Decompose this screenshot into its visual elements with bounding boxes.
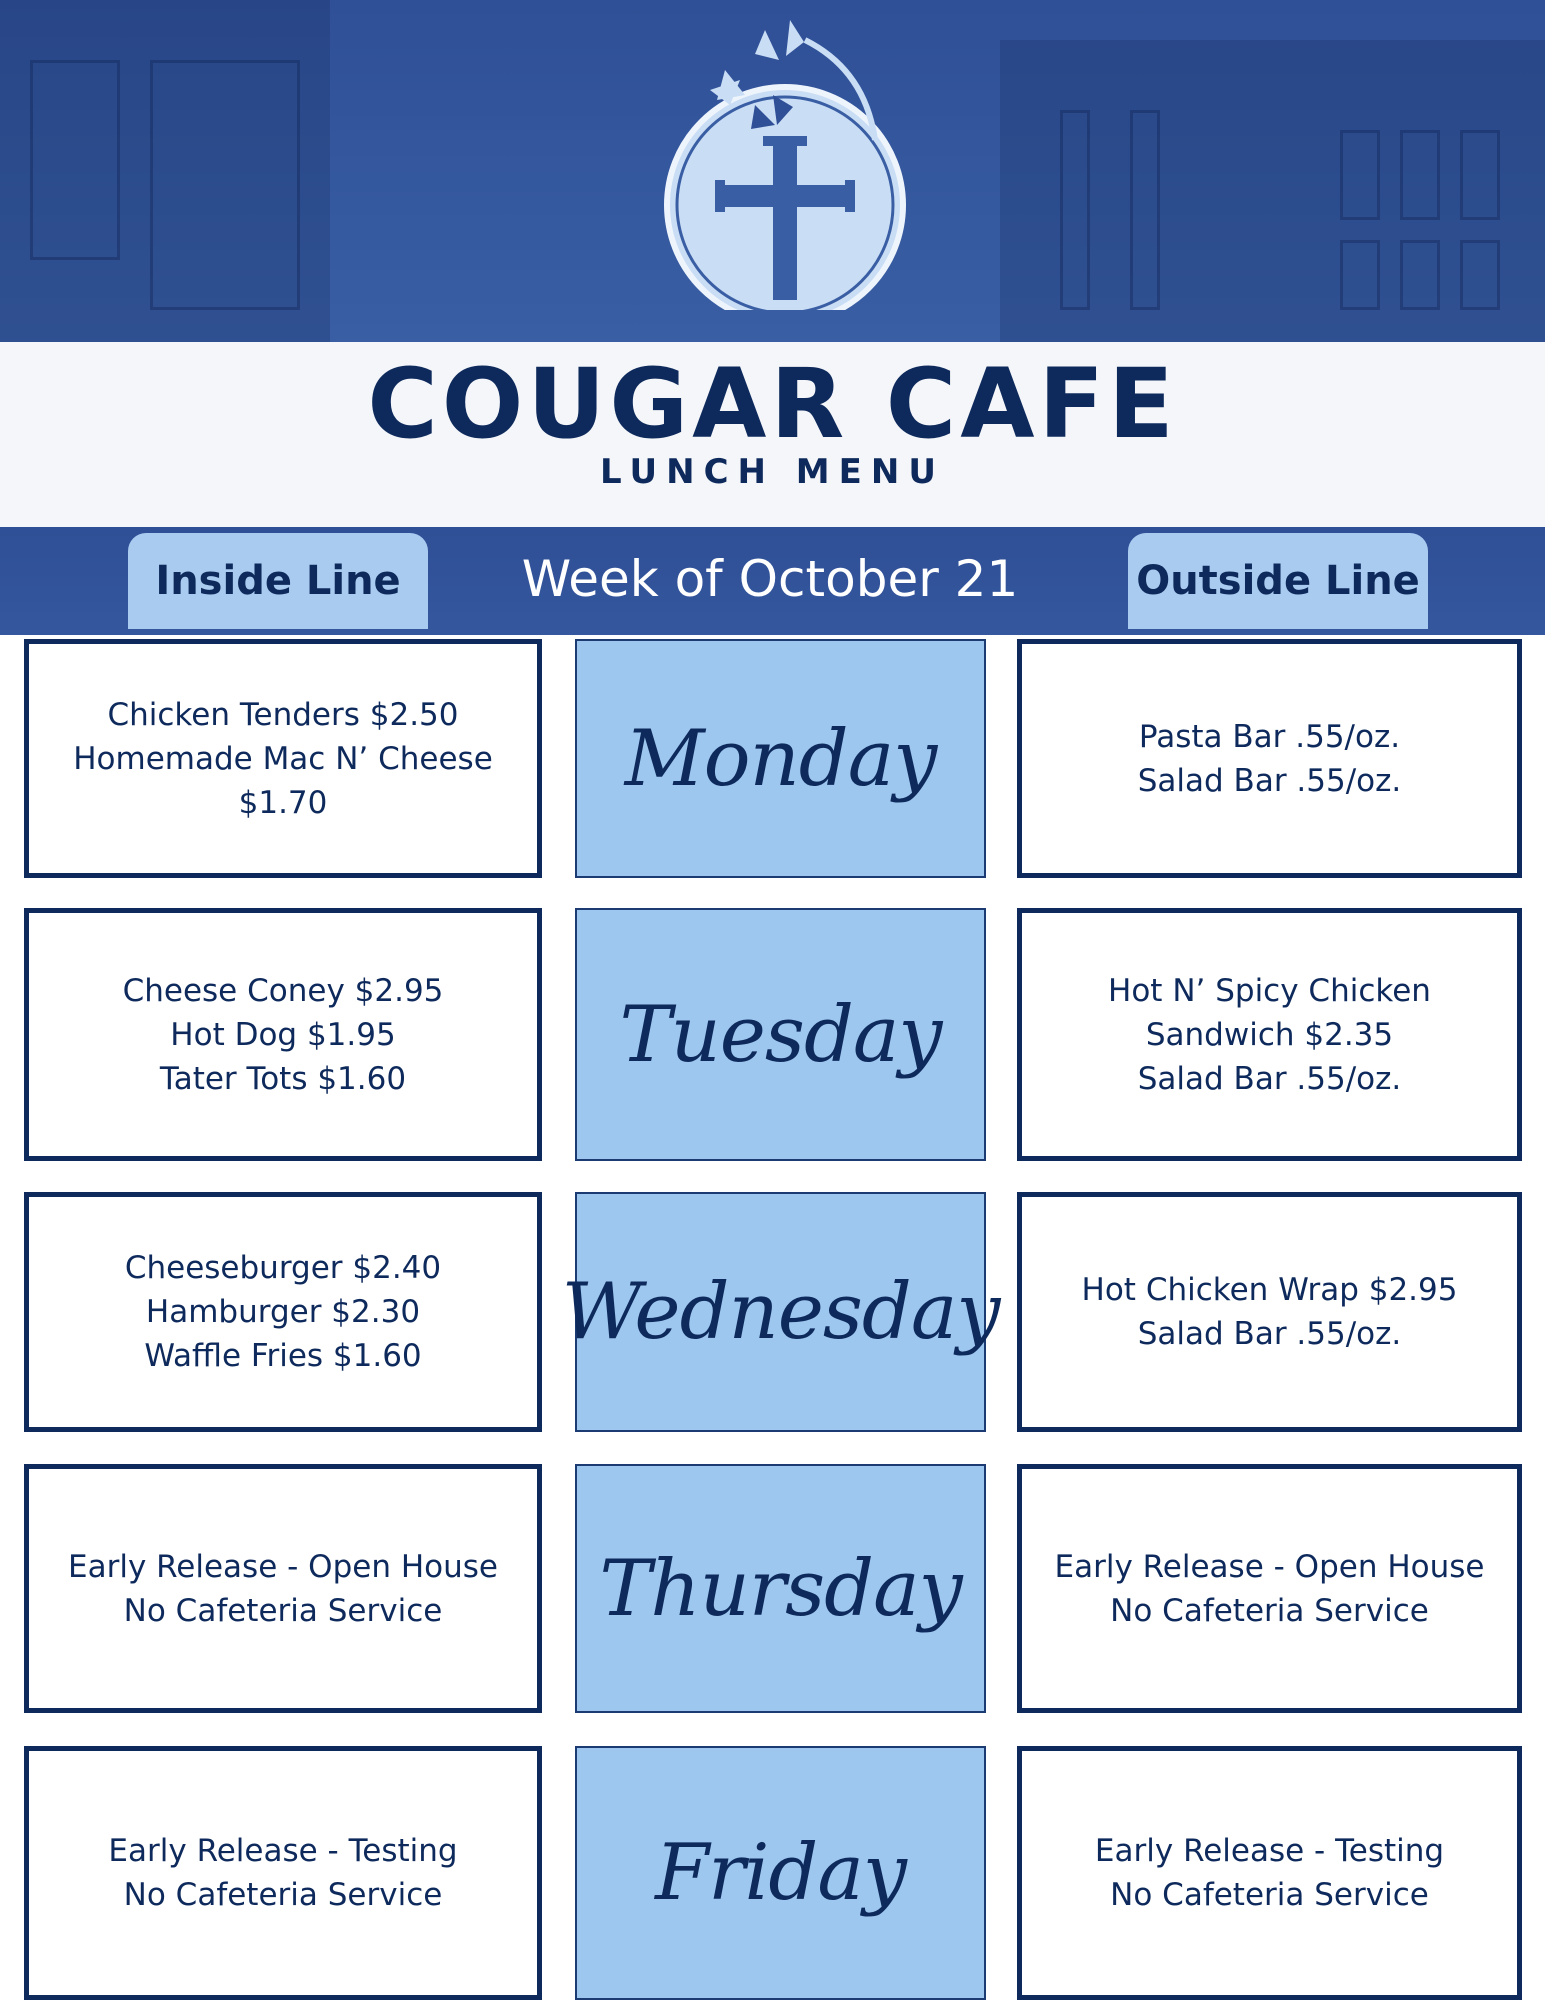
menu-item: Salad Bar .55/oz. [1137,1060,1402,1097]
tuesday-outside-box [1017,908,1522,1161]
menu-item: Tater Tots $1.60 [159,1060,407,1097]
menu-item: Salad Bar .55/oz. [1137,762,1402,799]
menu-item: Hamburger $2.30 [145,1294,421,1330]
menu-item: Early Release - Testing [1094,1833,1445,1869]
wednesday-outside-box [1017,1192,1522,1432]
inside-line-tab: Inside Line [128,533,428,629]
menu-item: Early Release - Open House [68,1548,498,1585]
menu-item: $1.70 [238,784,328,821]
building-window [1400,240,1440,310]
menu-item: Cheese Coney $2.95 [122,972,444,1009]
page-title: COUGAR CAFE [367,348,1178,460]
monday-outside-box [1017,639,1522,878]
day-friday: Friday [575,1746,986,2000]
monday-inside-box [24,639,542,878]
building-window [30,60,120,260]
building-window [150,60,300,310]
thursday-outside-box [1017,1464,1522,1713]
building-window [1460,130,1500,220]
menu-item: Salad Bar .55/oz. [1137,1316,1402,1352]
tuesday-inside-box [24,908,542,1161]
menu-item: No Cafeteria Service [123,1592,443,1629]
thursday-inside-box [24,1464,542,1713]
friday-outside-box [1017,1746,1522,2000]
menu-item: Hot Dog $1.95 [170,1016,396,1053]
day-monday: Monday [575,639,986,878]
page-subtitle: LUNCH MENU [600,452,945,492]
menu-item: Sandwich $2.35 [1145,1016,1394,1053]
week-label: Week of October 21 [521,550,1019,608]
friday-inside-box [24,1746,542,2000]
building-window [1460,240,1500,310]
menu-item: No Cafeteria Service [123,1877,443,1913]
menu-item: Hot Chicken Wrap $2.95 [1081,1272,1458,1308]
menu-item: Waffle Fries $1.60 [144,1338,422,1374]
building-window [1340,130,1380,220]
building-window [1340,240,1380,310]
menu-item: Chicken Tenders $2.50 [107,696,459,733]
menu-item: Hot N’ Spicy Chicken [1108,972,1431,1009]
cross-lily-emblem-icon [655,10,915,310]
building-window [1130,110,1160,310]
menu-item: Early Release - Open House [1054,1548,1485,1585]
day-wednesday: Wednesday [575,1192,986,1432]
building-window [1060,110,1090,310]
menu-item: Homemade Mac N’ Cheese [73,740,493,777]
menu-item: Pasta Bar .55/oz. [1138,718,1401,755]
menu-item: Early Release - Testing [108,1833,458,1869]
day-tuesday: Tuesday [575,908,986,1161]
outside-line-tab: Outside Line [1128,533,1428,629]
wednesday-inside-box [24,1192,542,1432]
menu-item: Cheeseburger $2.40 [124,1250,442,1286]
menu-item: No Cafeteria Service [1110,1877,1429,1913]
day-thursday: Thursday [575,1464,986,1713]
menu-item: No Cafeteria Service [1110,1592,1429,1629]
building-window [1400,130,1440,220]
